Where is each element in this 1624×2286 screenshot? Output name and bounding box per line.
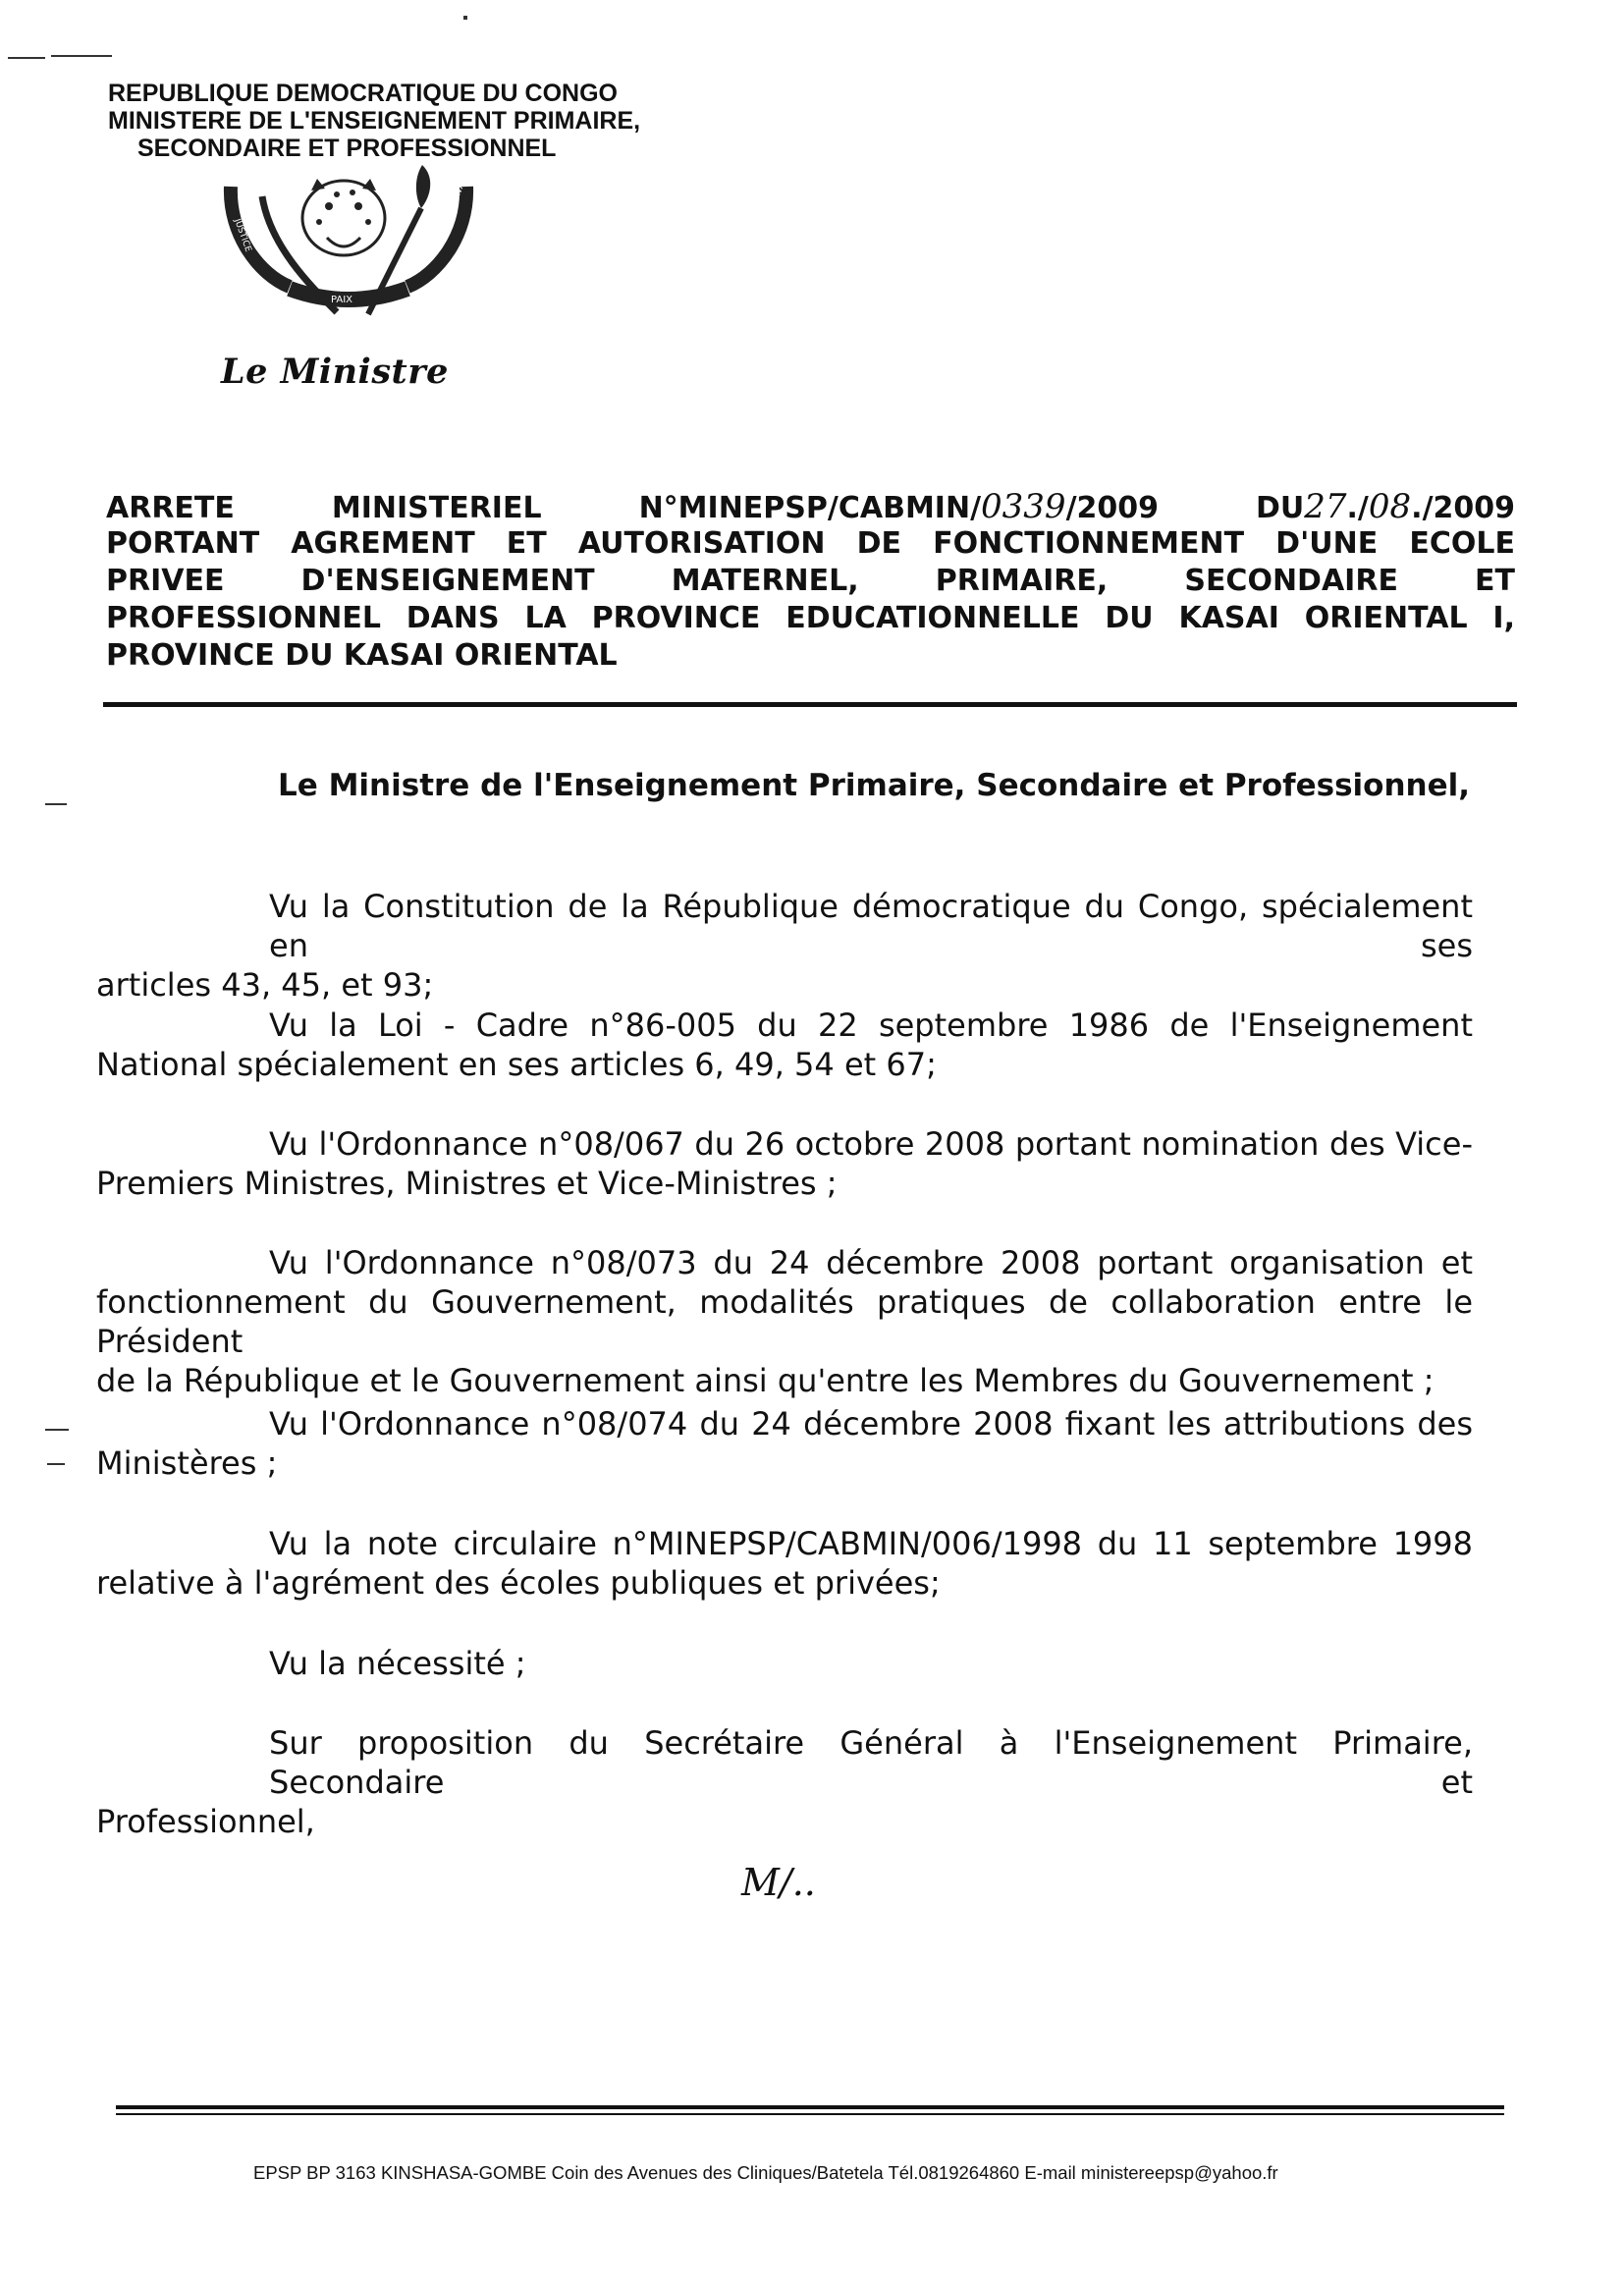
scan-mark — [8, 57, 45, 59]
title-word-arrete: ARRETE — [106, 491, 235, 525]
considerant-paragraph: Vu la Constitution de la République démocratique du Congo, spécialement en ses articles 43, 45, et 93; — [96, 888, 1473, 1004]
considerant-paragraph: Vu l'Ordonnance n°08/073 du 24 décembre 2008 portant organisation et fonctionnement du Gouvernement, modalités pratiques de collaboration entre le Président de la République et le Gouvernement ainsi qu'entre les Membres du Gouvernement ; — [96, 1244, 1473, 1399]
header-ministry-line2: SECONDAIRE ET PROFESSIONNEL — [137, 135, 557, 162]
title-divider — [103, 702, 1517, 707]
signatory-title: Le Ministre — [221, 352, 449, 392]
scan-mark — [45, 1429, 69, 1431]
scan-mark — [47, 1463, 65, 1465]
scan-mark — [45, 803, 67, 805]
decree-title-line1 — [106, 488, 1515, 527]
handwritten-day: 27 — [1304, 487, 1347, 526]
decree-title-line5: PROVINCE DU KASAI ORIENTAL — [106, 638, 618, 673]
decree-title-line3: PRIVEE D'ENSEIGNEMENT MATERNEL, PRIMAIRE, SECONDAIRE ET — [106, 564, 1515, 598]
decree-date: DU27./08./2009 — [1256, 487, 1516, 526]
footer-divider — [116, 2113, 1504, 2115]
coat-of-arms-icon — [221, 157, 476, 324]
footer-divider — [116, 2105, 1504, 2109]
minister-statement: Le Ministre de l'Enseignement Primaire, Secondaire et Professionnel, — [278, 768, 1471, 803]
handwritten-decree-number: 0339 — [981, 487, 1066, 526]
considerant-paragraph: Vu l'Ordonnance n°08/067 du 26 octobre 2008 portant nomination des Vice- Premiers Ministres, Ministres et Vice-Ministres ; — [96, 1125, 1473, 1202]
considerant-paragraph: Vu l'Ordonnance n°08/074 du 24 décembre 2008 fixant les attributions des Ministères ; — [96, 1405, 1473, 1482]
header-country: REPUBLIQUE DEMOCRATIQUE DU CONGO — [108, 80, 618, 107]
decree-reference: N°MINEPSP/CABMIN/0339/2009 — [638, 487, 1160, 526]
decree-title-line4: PROFESSIONNEL DANS LA PROVINCE EDUCATIONNELLE DU KASAI ORIENTAL I, — [106, 601, 1515, 635]
considerant-paragraph: Vu la Loi - Cadre n°86-005 du 22 septembre 1986 de l'Enseignement National spécialement en ses articles 6, 49, 54 et 67; — [96, 1007, 1473, 1083]
considerant-paragraph: Vu la note circulaire n°MINEPSP/CABMIN/006/1998 du 11 septembre 1998 relative à l'agrément des écoles publiques et privées; — [96, 1525, 1473, 1602]
footer-contact: EPSP BP 3163 KINSHASA-GOMBE Coin des Avenues des Cliniques/Batetela Tél.0819264860 E-mail ministereepsp@yahoo.fr — [253, 2162, 1278, 2183]
considerant-paragraph: Sur proposition du Secrétaire Général à l'Enseignement Primaire, Secondaire et Professionnel, — [96, 1724, 1473, 1840]
considerant-paragraph: Vu la nécessité ; — [269, 1645, 526, 1682]
svg-text:TRAVAIL: TRAVAIL — [448, 174, 470, 212]
scan-mark — [463, 16, 467, 20]
svg-text:PAIX: PAIX — [331, 295, 353, 305]
header-ministry-line1: MINISTERE DE L'ENSEIGNEMENT PRIMAIRE, — [108, 107, 641, 135]
scan-mark — [51, 55, 112, 57]
handwritten-month: 08 — [1368, 487, 1412, 526]
decree-title-line2: PORTANT AGREMENT ET AUTORISATION DE FONCTIONNEMENT D'UNE ECOLE — [106, 526, 1515, 561]
title-word-ministeriel: MINISTERIEL — [331, 491, 542, 525]
svg-text:JUSTICE: JUSTICE — [232, 217, 253, 253]
handwritten-initials: M/.. — [741, 1861, 816, 1904]
